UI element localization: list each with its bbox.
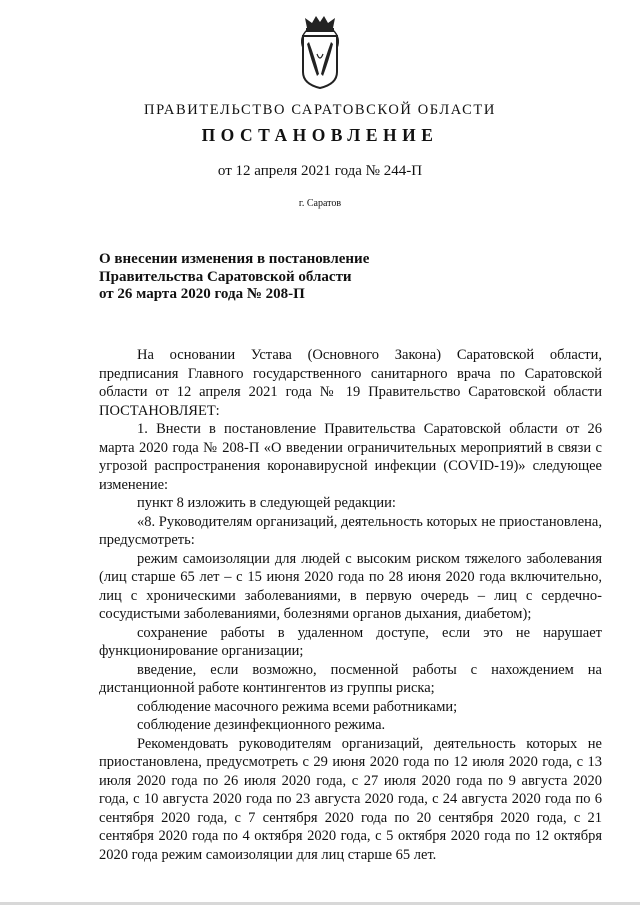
coat-of-arms-icon xyxy=(295,14,345,90)
document-city: г. Саратов xyxy=(298,198,342,209)
paragraph: введение, если возможно, посменной работы с нахождением на дистанционной работе контингентов из группы риска; xyxy=(99,661,602,696)
heading-line: О внесении изменения в постановление xyxy=(99,251,370,267)
heading-line: от 26 марта 2020 года № 208-П xyxy=(99,286,305,302)
document-date-number: от 12 апреля 2021 года № 244-П xyxy=(217,163,423,179)
paragraph: режим самоизоляции для людей с высоким риском тяжелого заболевания (лиц старше 65 лет – с 15 июня 2020 года по 28 июня 2020 года включительно, лиц с хроническими заболеваниями, в первую очередь – лиц с сердечно-сосудистыми заболеваниями, болезнями органов дыхания, диабетом); xyxy=(99,550,602,622)
paragraph: соблюдение масочного режима всеми работниками; xyxy=(137,698,458,715)
paragraph: «8. Руководителям организаций, деятельность которых не приостановлена, предусмотреть: xyxy=(99,513,602,548)
document-type: ПОСТАНОВЛЕНИЕ xyxy=(201,125,439,145)
document-heading xyxy=(99,251,429,304)
document-body xyxy=(99,346,602,864)
paragraph-preamble: На основании Устава (Основного Закона) Саратовской области, предписания Главного государственного санитарного врача по Саратовской области от 12 апреля 2021 года № 19 Правительство Саратовской области ПОСТАНОВЛЯЕТ: xyxy=(99,347,602,419)
heading-line: Правительства Саратовской области xyxy=(99,268,352,285)
paragraph: пункт 8 изложить в следующей редакции: xyxy=(137,495,396,511)
paragraph: Рекомендовать руководителям организаций, деятельность которых не приостановлена, предусмотреть с 29 июня 2020 года по 12 июля 2020 года, с 13 июля 2020 года по 26 июля 2020 года, с 27 июля 2020 года по 9 августа 2020 года, с 10 августа 2020 года по 23 августа 2020 года, с 24 августа 2020 года по 6 сентября 2020 года, с 7 сентября 2020 года по 20 сентября 2020 года, с 21 сентября 2020 года по 4 октября 2020 года, с 5 октября 2020 года по 12 октября 2020 года режим самоизоляции для лиц старше 65 лет. xyxy=(99,735,602,863)
government-name: ПРАВИТЕЛЬСТВО САРАТОВСКОЙ ОБЛАСТИ xyxy=(144,102,496,118)
paragraph-item-1: 1. Внести в постановление Правительства Саратовской области от 26 марта 2020 года № 208-П «О введении ограничительных мероприятий в связи с угрозой распространения коронавирусной инфекции (COVID-19)» следующее изменение: xyxy=(99,421,602,493)
paragraph: сохранение работы в удаленном доступе, если это не нарушает функционирование организации; xyxy=(99,624,602,659)
paragraph: соблюдение дезинфекционного режима. xyxy=(137,717,386,733)
